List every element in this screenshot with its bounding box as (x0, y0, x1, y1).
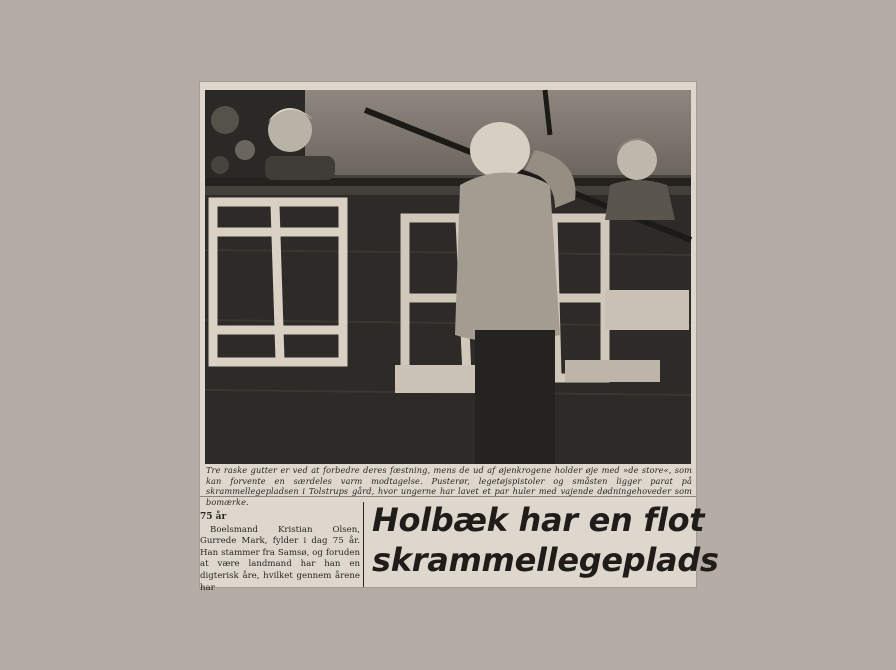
column-divider (363, 502, 364, 587)
section-divider (200, 496, 696, 497)
newspaper-clipping (200, 82, 719, 593)
headline (372, 500, 719, 580)
side-column (200, 512, 360, 593)
headline-line-1: Holbæk har en flot (372, 501, 705, 539)
photo-caption: Tre raske gutter er ved at forbedre deres fæstning, mens de ud af øjenkrogene holder øje med »de store«, som kan forvente en særdeles varm modtagelse. Pusterør, legetøjspistoler og småsten ligger parat på skrammellegepladsen i Tolstrups gård, hvor ungerne har lavet et par huler med vajende dødningehoveder som bomærke. (206, 465, 692, 507)
headline-line-2: skrammellegeplads (372, 541, 719, 579)
side-column-kicker: 75 år (200, 512, 227, 522)
news-photo (205, 90, 691, 464)
photo-illustration (205, 90, 691, 464)
side-column-body: Boelsmand Kristian Olsen, Gurrede Mark, fylder i dag 75 år. Han stammer fra Samsø, og foruden at være landmand har han en digterisk åre, hvilket gennem årene har (200, 524, 360, 593)
